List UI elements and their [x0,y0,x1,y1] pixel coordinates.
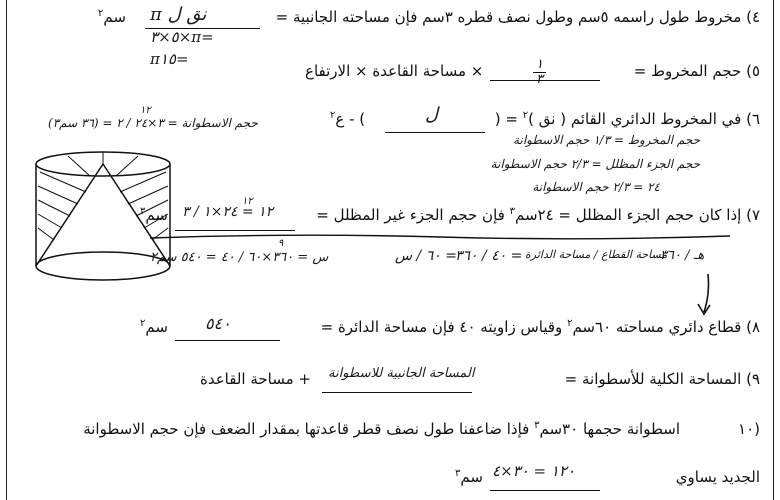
question-4-blank [145,14,260,29]
question-4-text: ٤) مخروط طول راسمه ٥سم وطول نصف قطره ٣سم فإن مساحته الجانبية = [275,8,760,26]
question-7-top: ١٢ [242,196,253,207]
question-10-answer: ١٢٠ = ٣٠×٤ [492,462,576,480]
question-9-suffix: + مساحة القاعدة [200,370,311,388]
work-row-solve: س = ٣٦٠×٦٠ / ٤٠ = ٥٤٠ سم٢ [150,250,329,265]
page-border-right [773,0,774,500]
question-8-unit: سم$^٢$ [140,318,168,336]
question-6-answer: ل [425,104,439,125]
question-5-suffix: × مساحة القاعدة × الارتفاع [305,62,484,80]
work-row-angle-ratio: هـ / ٣٦٠ [660,248,705,263]
question-7-unit: سم$^٣$ [140,206,168,224]
question-10: اسطوانة حجمها ٣٠سم$^٣$ فإذا ضاعفنا طول نصف قطر قاعدتها بمقدار الضعف فإن حجم الاسطوانة [83,420,680,438]
question-5: ٥) حجم المخروط = [633,62,760,80]
question-8-blank [175,326,280,341]
question-6-note-2: حجم الجزء المظلل = ٢/٣ حجم الاسطوانة [490,157,700,171]
question-4-answer: π نق ل [150,4,207,25]
question-9-blank [322,378,472,393]
handwritten-separator [150,232,730,242]
question-10-unit: سم$^٣$ [455,468,483,486]
question-8: ٨) قطاع دائري مساحته ٦٠سم$^٢$ وقياس زاويته ٤٠ فإن مساحة الدائرة = [320,318,760,336]
question-7: ٧) إذا كان حجم الجزء المظلل = ٢٤سم$^٣$ فإن حجم الجزء غير المظلل = [316,206,760,224]
question-10-blank [490,476,600,491]
question-6-side-top: ١٢ [140,105,151,116]
work-row-area-ratio: مساحة القطاع / مساحة الدائرة [525,248,668,261]
question-9: ٩) المساحة الكلية للأسطوانة = [564,370,760,388]
question-6-end: ) - ع$^٢$ [330,110,366,128]
question-7-blank [175,216,295,231]
question-6-note-1: حجم المخروط = ١/٣ حجم الاسطوانة [513,133,700,147]
question-10-number: ١٠) [738,420,760,438]
question-6-blank [385,118,485,133]
work-row-ratio-1: = ٤٠ / ٣٦٠ [455,248,523,264]
work-row-top: ٩ [278,238,284,249]
question-6-side-work: حجم الاسطوانة = ٣×٢٤ / ٢ = (٣٦ سم٣) [48,116,258,130]
arrow-down-icon [690,272,720,320]
question-6-note-3: ٢٤ = ٢/٣ حجم الاسطوانة [532,180,660,194]
question-10-line2: الجديد يساوي [675,468,760,486]
question-4-unit: سم$^٢$ [98,8,126,26]
question-4-work-1: ٥×٣×π= [150,28,214,46]
question-8-answer: ٥٤٠ [205,314,231,333]
question-7-answer: ١٢ = ٢٤×١ / ٣ [182,204,274,220]
question-9-answer: المساحة الجانبية للاسطوانة [328,366,475,381]
question-4 [276,8,760,26]
question-6: ٦) في المخروط الدائري القائم ( نق )$^٢$ = ( [494,110,760,128]
work-row-ratio-2: = ٦٠ / س [395,248,457,264]
page-border-left [6,0,7,500]
question-4-work-2: π١٥= [150,50,189,68]
question-5-fraction: ١ ٣ [533,58,546,88]
